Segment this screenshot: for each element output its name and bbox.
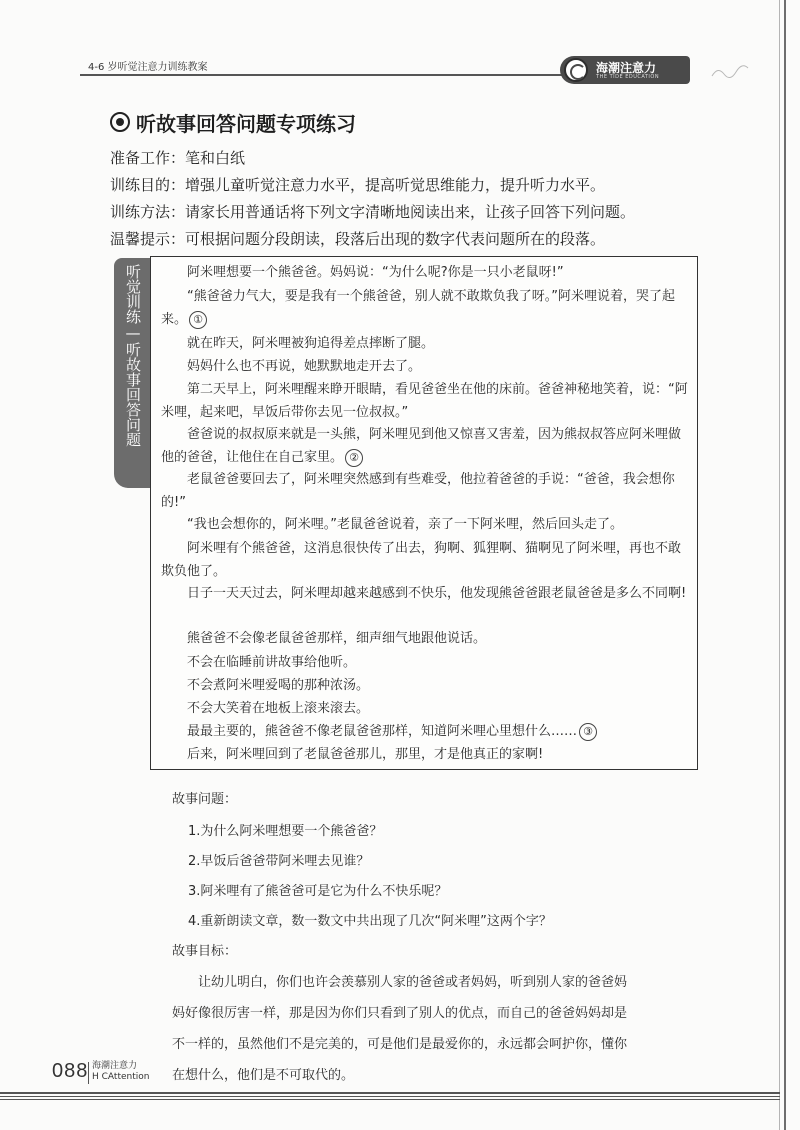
info-purpose: 训练目的：增强儿童听觉注意力水平，提高听觉思维能力，提升听力水平。 xyxy=(110,176,606,194)
tide-logo-icon xyxy=(564,58,588,82)
footer-brand xyxy=(92,1061,149,1083)
info-tip: 温馨提示：可根据问题分段朗读，段落后出现的数字代表问题所在的段落。 xyxy=(110,230,606,248)
story-paragraph: “熊爸爸力气大，要是我有一个熊爸爸，别人就不敢欺负我了呀。”阿米哩说着，哭了起来。 ① xyxy=(161,289,675,327)
story-box xyxy=(150,256,698,770)
story-paragraph: “我也会想你的，阿米哩。”老鼠爸爸说着，亲了一下阿米哩，然后回头走了。 xyxy=(187,517,623,532)
goal-line: 不一样的，虽然他们不是完美的，可是他们是最爱你的，永远都会呵护你，懂你 xyxy=(172,1037,628,1052)
header-doc-title: 4-6 岁听觉注意力训练教案 xyxy=(88,62,208,73)
story-paragraph: 最最主要的，熊爸爸不像老鼠爸爸那样，知道阿米哩心里想什么…… ③ xyxy=(161,720,691,743)
story-paragraph: 阿米哩想要一个熊爸爸。妈妈说：“为什么呢?你是一只小老鼠呀!” xyxy=(187,265,564,280)
side-tab xyxy=(114,258,152,488)
story-paragraph: 就在昨天，阿米哩被狗追得差点摔断了腿。 xyxy=(187,336,435,351)
questions-heading: 故事问题： xyxy=(172,792,238,807)
question-item: 2.早饭后爸爸带阿米哩去见谁？ xyxy=(188,854,370,869)
info-preparation: 准备工作：笔和白纸 xyxy=(110,149,246,167)
section-title: 听故事回答问题专项练习 xyxy=(136,112,356,136)
story-paragraph: 不会煮阿米哩爱喝的那种浓汤。 xyxy=(187,678,370,693)
goal-line: 妈好像很厉害一样，那是因为你们只看到了别人的优点，而自己的爸爸妈妈却是 xyxy=(172,1006,628,1021)
footer-divider xyxy=(88,1062,89,1084)
story-paragraph: 后来，阿米哩回到了老鼠爸爸那儿，那里，才是他真正的家啊! xyxy=(187,747,544,762)
question-item: 3.阿米哩有了熊爸爸可是它为什么不快乐呢？ xyxy=(188,884,448,899)
page-number: 088 xyxy=(52,1060,89,1082)
question-item: 1.为什么阿米哩想要一个熊爸爸？ xyxy=(188,824,383,839)
story-paragraph: 不会在临睡前讲故事给他听。 xyxy=(187,655,357,670)
footer-brand-cn: 海潮注意力 xyxy=(92,1061,138,1071)
header-rule xyxy=(80,74,585,76)
scribble-decoration-icon xyxy=(710,64,750,80)
page-edge xyxy=(784,0,786,1130)
goal-line: 让幼儿明白，你们也许会羡慕别人家的爸爸或者妈妈，听到别人家的爸爸妈 xyxy=(198,975,628,990)
story-paragraph: 熊爸爸不会像老鼠爸爸那样，细声细气地跟他说话。 xyxy=(187,631,487,646)
paragraph-marker: ③ xyxy=(579,723,597,741)
footer-rule xyxy=(0,1092,800,1106)
story-paragraph: 爸爸说的叔叔原来就是一头熊，阿米哩见到他又惊喜又害羞，因为熊叔叔答应阿米哩做他的爸爸，让他住在自己家里。 ② xyxy=(161,427,682,465)
story-paragraph: 妈妈什么也不再说，她默默地走开去了。 xyxy=(187,359,422,374)
story-paragraph: 日子一天天过去，阿米哩却越来越感到不快乐，他发现熊爸爸跟老鼠爸爸是多么不同啊! xyxy=(187,586,687,601)
page-header xyxy=(0,0,800,100)
footer-brand-en: H CAttention xyxy=(92,1072,150,1082)
goal-line: 在想什么，他们是不可取代的。 xyxy=(172,1068,355,1083)
bullet-circle-icon xyxy=(110,112,130,132)
story-paragraph: 阿米哩有个熊爸爸，这消息很快传了出去，狗啊、狐狸啊、猫啊见了阿米哩，再也不敢欺负他了。 xyxy=(161,541,682,579)
paragraph-marker: ① xyxy=(189,311,207,329)
brand-name: 海潮注意力 xyxy=(596,61,657,75)
story-paragraph: 老鼠爸爸要回去了，阿米哩突然感到有些难受，他拉着爸爸的手说：“爸爸，我会想你的!” xyxy=(161,472,675,510)
brand-badge xyxy=(560,56,690,84)
page-edge-shadow xyxy=(779,0,780,1130)
question-item: 4.重新朗读文章，数一数文中共出现了几次“阿米哩”这两个字？ xyxy=(188,914,552,929)
paragraph-marker: ② xyxy=(345,449,363,467)
brand-logo-block xyxy=(560,56,760,90)
brand-subtitle: THE TIDE EDUCATION xyxy=(596,74,660,80)
info-method: 训练方法：请家长用普通话将下列文字清晰地阅读出来，让孩子回答下列问题。 xyxy=(110,203,636,221)
side-tab-label: 听觉训练—听故事回答问题 xyxy=(124,264,142,447)
goal-heading: 故事目标： xyxy=(172,944,238,959)
story-paragraph: 不会大笑着在地板上滚来滚去。 xyxy=(187,701,370,716)
story-paragraph: 第二天早上，阿米哩醒来睁开眼睛，看见爸爸坐在他的床前。爸爸神秘地笑着，说：“阿米哩，起来吧，早饭后带你去见一位叔叔。” xyxy=(161,382,688,420)
